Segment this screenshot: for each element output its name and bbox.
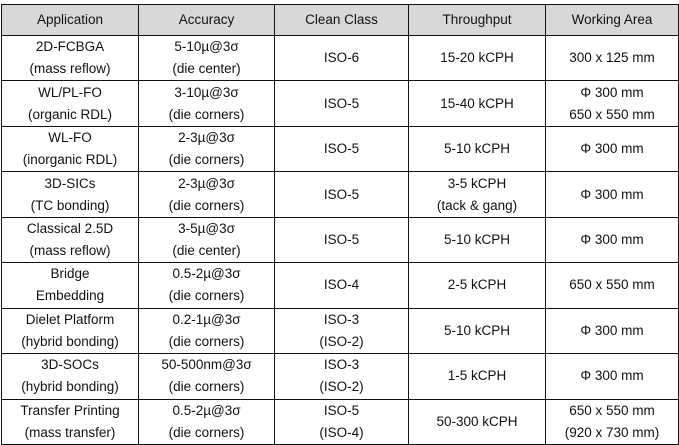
application-cell [2, 263, 139, 308]
working-area-cell [546, 217, 679, 262]
clean-class-cell-line: ISO-6 [323, 50, 360, 66]
accuracy-cell [139, 308, 275, 353]
table-row [2, 81, 679, 126]
throughput-cell [409, 263, 546, 308]
specification-table [1, 4, 679, 445]
accuracy-cell-line: 2-3µ@3σ [178, 175, 235, 191]
accuracy-cell-line: (die corners) [168, 333, 245, 349]
header-row [2, 5, 679, 36]
clean-class-cell [275, 126, 409, 171]
accuracy-cell-line: 50-500nm@3σ [161, 357, 252, 373]
accuracy-cell-line: (die corners) [168, 197, 245, 213]
working-area-cell [546, 263, 679, 308]
throughput-cell-line: 1-5 kCPH [447, 368, 507, 384]
accuracy-cell-line: (die corners) [168, 152, 245, 168]
clean-class-cell-line: ISO-5 [323, 402, 360, 418]
throughput-cell-line: 5-10 kCPH [443, 141, 511, 157]
application-cell-line: 3D-SICs [44, 175, 96, 191]
clean-class-cell-line: ISO-3 [323, 311, 360, 327]
working-area-cell [546, 308, 679, 353]
clean-class-cell-line: ISO-5 [323, 186, 360, 202]
throughput-cell [409, 217, 546, 262]
throughput-cell [409, 399, 546, 445]
application-cell [2, 217, 139, 262]
clean-class-cell-line: ISO-5 [323, 95, 360, 111]
clean-class-cell-line: (ISO-2) [319, 379, 364, 395]
clean-class-cell [275, 308, 409, 353]
application-cell-line: Transfer Printing [20, 402, 120, 418]
accuracy-cell [139, 217, 275, 262]
accuracy-cell-line: (die center) [172, 242, 241, 258]
working-area-cell-line: Φ 300 mm [580, 322, 644, 338]
accuracy-cell [139, 399, 275, 445]
accuracy-cell-line: (die corners) [168, 379, 245, 395]
application-cell [2, 308, 139, 353]
clean-class-cell-line: ISO-3 [323, 357, 360, 373]
application-cell-line: (organic RDL) [27, 106, 113, 122]
clean-class-cell [275, 81, 409, 126]
table-row [2, 399, 679, 445]
table-row [2, 172, 679, 217]
application-cell-line: WL/PL-FO [38, 84, 102, 100]
application-cell-line: (TC bonding) [30, 197, 110, 213]
clean-class-cell-line: ISO-5 [323, 231, 360, 247]
application-cell-line: (hybrid bonding) [21, 379, 119, 395]
working-area-cell [546, 81, 679, 126]
throughput-cell-line: 2-5 kCPH [447, 277, 507, 293]
column-header-throughput: Throughput [409, 5, 546, 36]
application-cell [2, 126, 139, 171]
application-cell-line: WL-FO [48, 130, 92, 146]
working-area-cell-line: Φ 300 mm [580, 84, 644, 100]
working-area-cell-line: Φ 300 mm [580, 141, 644, 157]
throughput-cell-line: (tack & gang) [436, 197, 518, 213]
working-area-cell [546, 172, 679, 217]
accuracy-cell-line: (die corners) [168, 106, 245, 122]
application-cell-line: Embedding [35, 288, 105, 304]
throughput-cell [409, 126, 546, 171]
application-cell [2, 354, 139, 399]
clean-class-cell [275, 263, 409, 308]
application-cell-line: Dielet Platform [25, 311, 115, 327]
working-area-cell-line: 300 x 125 mm [569, 50, 655, 66]
accuracy-cell-line: (die corners) [168, 424, 245, 440]
application-cell-line: 3D-SOCs [41, 357, 99, 373]
accuracy-cell [139, 263, 275, 308]
table-row [2, 263, 679, 308]
table-row [2, 36, 679, 81]
table-row [2, 217, 679, 262]
accuracy-cell-line: 0.2-1µ@3σ [172, 311, 241, 327]
application-cell-line: (mass reflow) [29, 61, 111, 77]
throughput-cell-line: 50-300 kCPH [436, 413, 518, 429]
clean-class-cell [275, 217, 409, 262]
application-cell-line: 2D-FCBGA [35, 39, 105, 55]
throughput-cell [409, 172, 546, 217]
throughput-cell-line: 5-10 kCPH [443, 231, 511, 247]
accuracy-cell [139, 354, 275, 399]
working-area-cell-line: (920 x 730 mm) [564, 424, 660, 440]
accuracy-cell [139, 36, 275, 81]
working-area-cell [546, 36, 679, 81]
accuracy-cell-line: (die corners) [168, 288, 245, 304]
application-cell-line: Classical 2.5D [26, 220, 114, 236]
clean-class-cell-line: (ISO-4) [319, 424, 364, 440]
throughput-cell [409, 308, 546, 353]
working-area-cell-line: 650 x 550 mm [569, 277, 655, 293]
working-area-cell-line: Φ 300 mm [580, 231, 644, 247]
accuracy-cell-line: 3-5µ@3σ [178, 220, 235, 236]
application-cell-line: (hybrid bonding) [21, 333, 119, 349]
table-row [2, 354, 679, 399]
working-area-cell [546, 399, 679, 445]
application-cell [2, 399, 139, 445]
throughput-cell-line: 15-20 kCPH [440, 50, 514, 66]
working-area-cell-line: 650 x 550 mm [569, 106, 655, 122]
working-area-cell-line: Φ 300 mm [580, 186, 644, 202]
table-row [2, 126, 679, 171]
clean-class-cell [275, 36, 409, 81]
throughput-cell-line: 5-10 kCPH [443, 322, 511, 338]
column-header-clean-class: Clean Class [275, 5, 409, 36]
application-cell [2, 81, 139, 126]
working-area-cell [546, 126, 679, 171]
application-cell-line: Bridge [50, 266, 90, 282]
column-header-accuracy: Accuracy [139, 5, 275, 36]
application-cell-line: (mass transfer) [24, 424, 116, 440]
column-header-working-area: Working Area [546, 5, 679, 36]
column-header-application: Application [2, 5, 139, 36]
clean-class-cell [275, 399, 409, 445]
table-row [2, 308, 679, 353]
application-cell-line: (inorganic RDL) [22, 152, 118, 168]
table-body [2, 36, 679, 445]
throughput-cell [409, 81, 546, 126]
clean-class-cell [275, 354, 409, 399]
throughput-cell [409, 36, 546, 81]
accuracy-cell [139, 81, 275, 126]
throughput-cell-line: 3-5 kCPH [447, 175, 507, 191]
application-cell [2, 172, 139, 217]
accuracy-cell-line: 2-3µ@3σ [178, 130, 235, 146]
accuracy-cell-line: 0.5-2µ@3σ [172, 266, 241, 282]
clean-class-cell-line: ISO-5 [323, 141, 360, 157]
clean-class-cell-line: (ISO-2) [319, 333, 364, 349]
working-area-cell-line: Φ 300 mm [580, 368, 644, 384]
throughput-cell-line: 15-40 kCPH [440, 95, 514, 111]
accuracy-cell-line: 3-10µ@3σ [174, 84, 239, 100]
accuracy-cell-line: (die center) [172, 61, 241, 77]
accuracy-cell [139, 172, 275, 217]
throughput-cell [409, 354, 546, 399]
accuracy-cell-line: 5-10µ@3σ [174, 39, 239, 55]
working-area-cell [546, 354, 679, 399]
accuracy-cell [139, 126, 275, 171]
application-cell-line: (mass reflow) [29, 242, 111, 258]
clean-class-cell-line: ISO-4 [323, 277, 360, 293]
accuracy-cell-line: 0.5-2µ@3σ [172, 402, 241, 418]
application-cell [2, 36, 139, 81]
working-area-cell-line: 650 x 550 mm [569, 402, 655, 418]
clean-class-cell [275, 172, 409, 217]
